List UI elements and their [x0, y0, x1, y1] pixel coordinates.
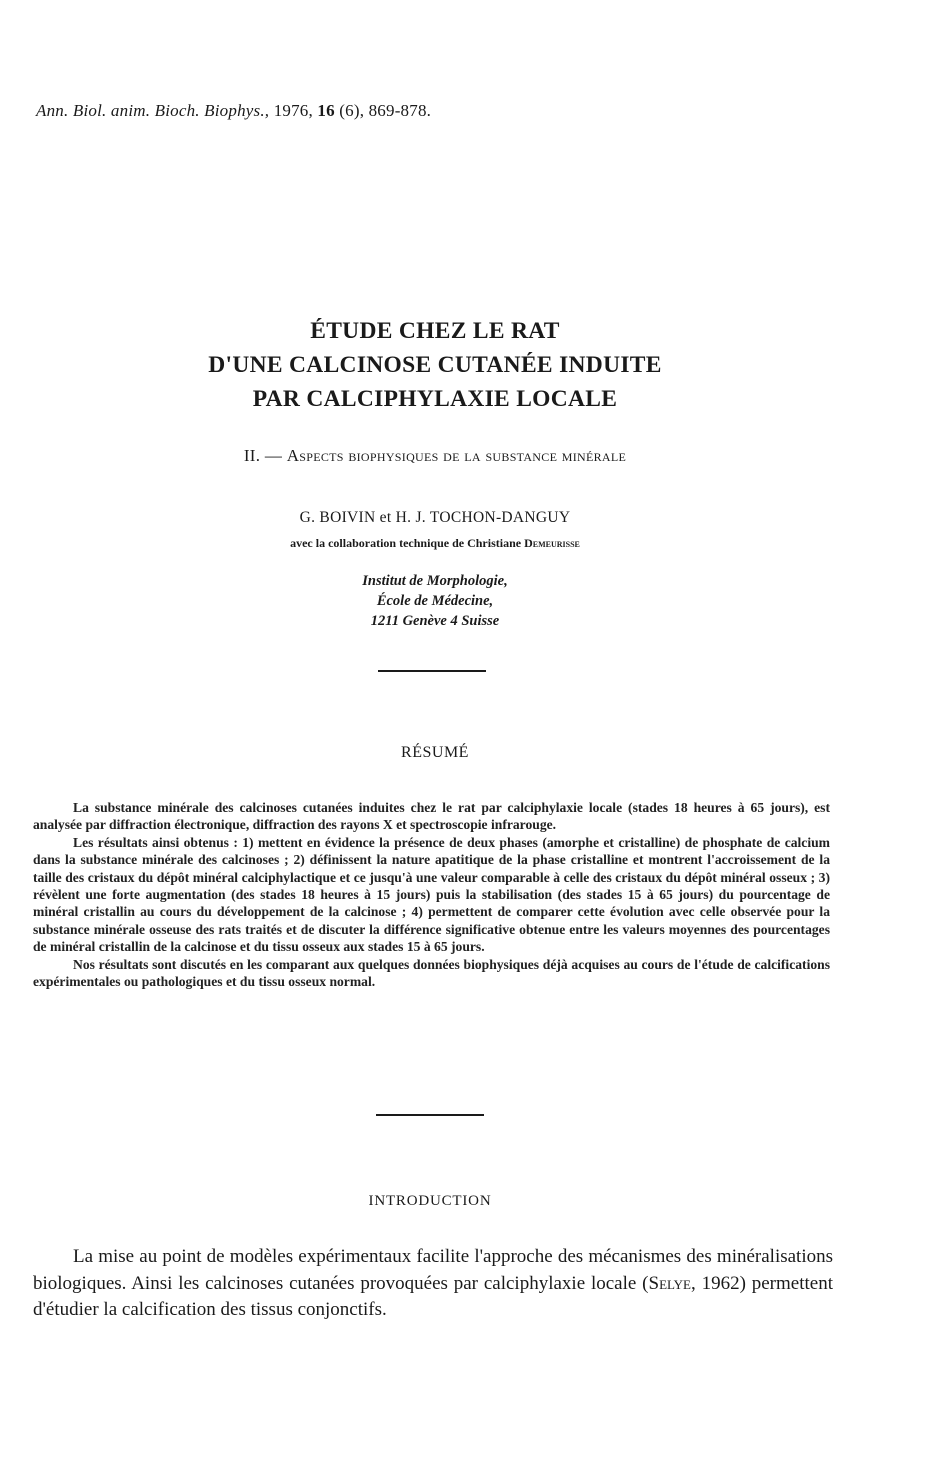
subtitle-text: Aspects biophysiques de la substance minérale	[286, 446, 627, 465]
technical-collaboration	[0, 536, 870, 551]
subtitle-prefix: II. —	[243, 446, 283, 465]
affiliation	[0, 571, 870, 631]
authors: G. BOIVIN et H. J. TOCHON-DANGUY	[299, 509, 571, 526]
affiliation-line-3: 1211 Genève 4 Suisse	[370, 613, 500, 629]
journal-reference	[36, 101, 431, 121]
collaboration-text: avec la collaboration technique de Christiane	[290, 536, 522, 550]
affiliation-line-2: École de Médecine,	[376, 593, 494, 609]
article-subtitle	[0, 446, 870, 466]
journal-name: Ann. Biol. anim. Bioch. Biophys.,	[36, 101, 270, 120]
divider	[378, 670, 486, 672]
title-line-2: D'UNE CALCINOSE CUTANÉE INDUITE	[208, 352, 662, 378]
abstract-heading: RÉSUMÉ	[401, 744, 469, 761]
abstract-paragraph: Les résultats ainsi obtenus : 1) mettent en évidence la présence de deux phases (amorphe et cristalline) de phosphate de calcium dans la substance minérale des calcinoses ; 2) définissent la nature apatitique de la phase cristalline et montrent l'accroissement de la taille des cristaux du dépôt minéral calciphylactique et ce jusqu'à une valeur comparable à celle des cristaux du dépôt minéral osseux ; 3) révèlent une forte augmentation (des stades 18 heures à 15 jours) puis la stabilisation (des stades 15 à 65 jours) du pourcentage de minéral cristallin au cours du développement de la calcinose ; 4) permettent de comparer cette évolution avec celle observée pour la substance minérale osseuse des rats traités et de discuter la différence significative obtenue entre les valeurs moyennes des pourcentages de minéral cristallin de la calcinose et du tissu osseux aux stades 15 à 65 jours.	[33, 834, 830, 955]
introduction-body	[33, 1244, 833, 1324]
journal-volume: 16	[317, 101, 335, 120]
abstract-body	[33, 799, 830, 990]
journal-issue-pages: (6), 869-878.	[339, 101, 432, 120]
abstract-paragraph: Nos résultats sont discutés en les comparant aux quelques données biophysiques déjà acquises au cours de l'étude de calcifications expérimentales ou pathologiques et du tissu osseux normal.	[33, 956, 830, 990]
collaborator-name: Demeurisse	[524, 536, 580, 550]
intro-text-after: , 1962) permettent d'étudier la calcification des tissus conjonctifs.	[33, 1272, 833, 1320]
intro-text-before: La mise au point de modèles expérimentaux facilite l'approche des mécanismes des minéralisations biologiques. Ainsi les calcinoses cutanées provoquées par calciphylaxie locale (	[33, 1246, 833, 1294]
article-title	[0, 314, 870, 416]
title-line-1: ÉTUDE CHEZ LE RAT	[310, 318, 560, 344]
journal-year: 1976,	[273, 101, 313, 120]
citation-author: Selye	[648, 1272, 691, 1294]
abstract-paragraph: La substance minérale des calcinoses cutanées induites chez le rat par calciphylaxie locale (stades 18 heures à 65 jours), est analysée par diffraction électronique, diffraction des rayons X et spectroscopie infrarouge.	[33, 800, 830, 833]
introduction-heading: INTRODUCTION	[368, 1193, 492, 1209]
divider	[376, 1114, 484, 1116]
affiliation-line-1: Institut de Morphologie,	[362, 573, 508, 589]
introduction-paragraph	[33, 1244, 833, 1324]
title-line-3: PAR CALCIPHYLAXIE LOCALE	[252, 386, 618, 412]
